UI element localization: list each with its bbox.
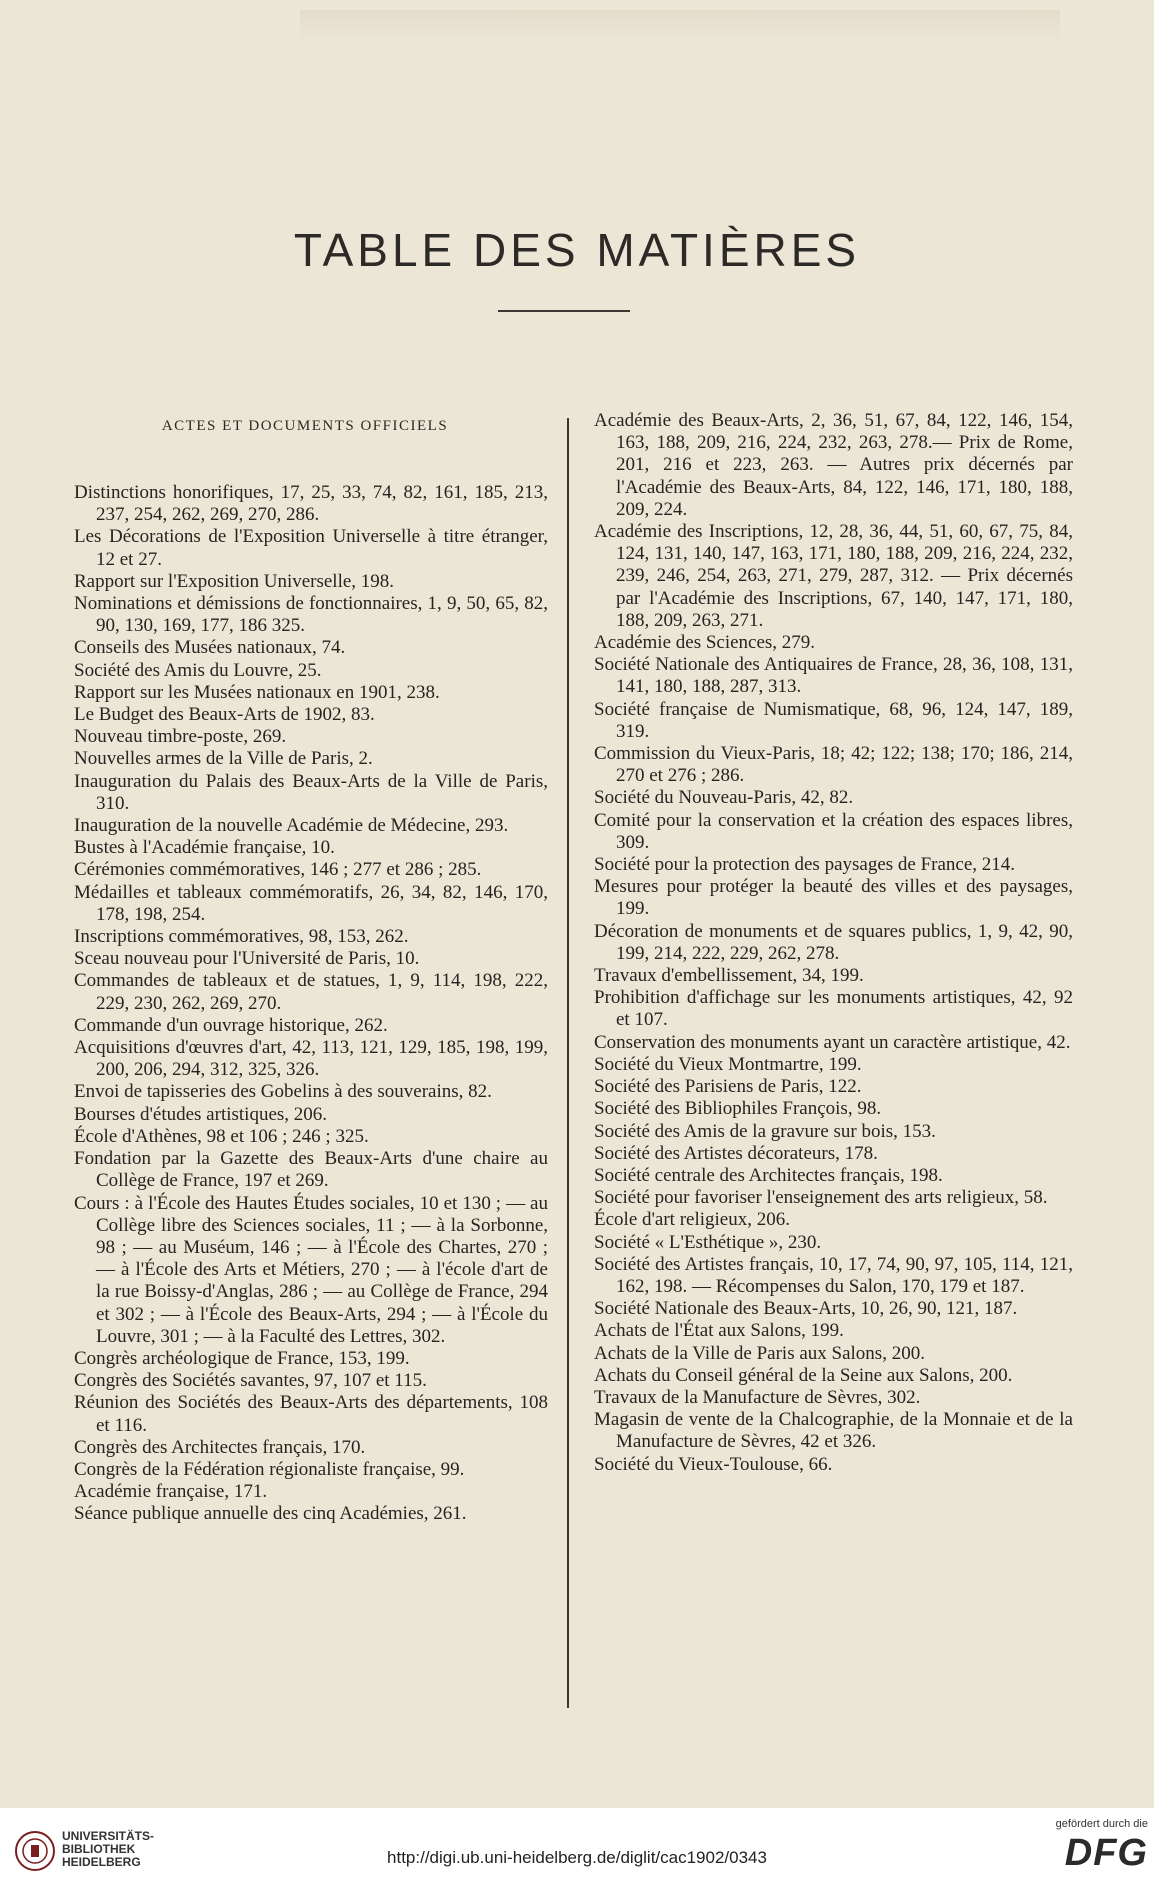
index-entry: Rapport sur l'Exposition Universelle, 198. xyxy=(74,570,395,592)
index-entry: Bustes à l'Académie française, 10. xyxy=(74,837,335,859)
index-entry: Comité pour la conservation et la création des espaces libres, 309. xyxy=(594,809,1073,853)
index-entry: Société pour la protection des paysages de France, 214. xyxy=(594,854,1016,876)
section-heading: ACTES ET DOCUMENTS OFFICIELS xyxy=(161,418,449,434)
footer-bar xyxy=(0,1808,1154,1885)
index-entry: Société du Vieux-Toulouse, 66. xyxy=(594,1453,833,1475)
index-entry: Nouvelles armes de la Ville de Paris, 2. xyxy=(74,748,373,770)
index-entry: Société centrale des Architectes français, 198. xyxy=(594,1164,943,1186)
index-entry: Inauguration du Palais des Beaux-Arts de la Ville de Paris, 310. xyxy=(74,770,548,814)
index-entry: Académie des Beaux-Arts, 2, 36, 51, 67, 84, 122, 146, 154, 163, 188, 209, 216, 224, 232, 263, 278.— Prix de Rome, 201, 216 et 223, 263. — Autres prix décernés par l'Académie des Beaux-Arts, 84, 122, 146, 171, 180, 188, 209, 224. xyxy=(594,410,1073,520)
index-entry: Société « L'Esthétique », 230. xyxy=(594,1231,822,1253)
index-entry: Les Décorations de l'Exposition Universelle à titre étranger, 12 et 27. xyxy=(74,526,548,570)
index-entry: Congrès des Architectes français, 170. xyxy=(74,1436,366,1458)
index-entry: Magasin de vente de la Chalcographie, de la Monnaie et de la Manufacture de Sèvres, 42 et 326. xyxy=(594,1409,1073,1453)
index-entry: Le Budget des Beaux-Arts de 1902, 83. xyxy=(74,704,375,726)
title-rule xyxy=(498,310,630,312)
index-entry: Prohibition d'affichage sur les monuments artistiques, 42, 92 et 107. xyxy=(594,987,1073,1031)
index-entry: Bourses d'études artistiques, 206. xyxy=(74,1103,328,1125)
index-entry: Académie des Inscriptions, 12, 28, 36, 44, 51, 60, 67, 75, 84, 124, 131, 140, 147, 163, 171, 180, 188, 209, 216, 224, 232, 239, 246, 254, 263, 271, 279, 287, 312. — Prix décernés par l'Académie des Inscriptions, 67, 140, 147, 171, 180, 188, 209, 263, 271. xyxy=(594,521,1073,631)
page-title: TABLE DES MATIÈRES xyxy=(293,223,861,276)
index-entry: Société des Amis du Louvre, 25. xyxy=(74,659,322,681)
index-entry: Achats de l'État aux Salons, 199. xyxy=(594,1320,844,1342)
index-entry: Cérémonies commémoratives, 146 ; 277 et 286 ; 285. xyxy=(74,859,482,881)
index-entry: Société des Bibliophiles François, 98. xyxy=(594,1098,882,1120)
index-entry: Commandes de tableaux et de statues, 1, 9, 114, 198, 222, 229, 230, 262, 269, 270. xyxy=(74,970,548,1014)
index-entry: Société du Nouveau-Paris, 42, 82. xyxy=(594,787,854,809)
index-entry: Séance publique annuelle des cinq Académies, 261. xyxy=(74,1503,467,1525)
index-entry: Inscriptions commémoratives, 98, 153, 262. xyxy=(74,926,409,948)
source-url[interactable]: http://digi.ub.uni-heidelberg.de/diglit/cac1902/0343 xyxy=(387,1848,767,1867)
index-entry: Société Nationale des Beaux-Arts, 10, 26, 90, 121, 187. xyxy=(594,1298,1018,1320)
index-entry: Acquisitions d'œuvres d'art, 42, 113, 121, 129, 185, 198, 199, 200, 206, 294, 312, 325, 326. xyxy=(74,1037,548,1081)
index-entry: Achats de la Ville de Paris aux Salons, 200. xyxy=(594,1342,925,1364)
index-entry: École d'art religieux, 206. xyxy=(594,1209,790,1231)
institution-line: HEIDELBERG xyxy=(62,1855,141,1869)
funded-by-label: gefördert durch die xyxy=(1055,1818,1148,1830)
index-entry: Nouveau timbre-poste, 269. xyxy=(74,726,287,748)
index-entry: Commission du Vieux-Paris, 18; 42; 122; 138; 170; 186, 214, 270 et 276 ; 286. xyxy=(594,743,1073,787)
index-entry: Société des Artistes décorateurs, 178. xyxy=(594,1142,878,1164)
index-entry: Société des Artistes français, 10, 17, 74, 90, 97, 105, 114, 121, 162, 198. — Récompenses du Salon, 170, 179 et 187. xyxy=(594,1253,1073,1297)
index-entry: Nominations et démissions de fonctionnaires, 1, 9, 50, 65, 82, 90, 130, 169, 177, 186 325. xyxy=(74,593,548,637)
index-entry: Mesures pour protéger la beauté des villes et des paysages, 199. xyxy=(594,876,1073,920)
index-entry: Société des Amis de la gravure sur bois, 153. xyxy=(594,1120,936,1142)
index-entry: Conseils des Musées nationaux, 74. xyxy=(74,637,346,659)
index-entry: Académie française, 171. xyxy=(74,1481,268,1503)
institution-line: BIBLIOTHEK xyxy=(62,1842,136,1856)
index-entry: Société du Vieux Montmartre, 199. xyxy=(594,1053,862,1075)
index-entry: Conservation des monuments ayant un caractère artistique, 42. xyxy=(594,1031,1071,1053)
index-entry: Académie des Sciences, 279. xyxy=(594,632,816,654)
index-entry: Travaux d'embellissement, 34, 199. xyxy=(594,965,864,987)
left-column xyxy=(74,482,548,1526)
index-entry: Achats du Conseil général de la Seine aux Salons, 200. xyxy=(594,1364,1013,1386)
index-entry: École d'Athènes, 98 et 106 ; 246 ; 325. xyxy=(74,1125,369,1147)
index-entry: Société Nationale des Antiquaires de France, 28, 36, 108, 131, 141, 180, 188, 287, 313. xyxy=(594,654,1073,698)
index-entry: Sceau nouveau pour l'Université de Paris, 10. xyxy=(74,948,420,970)
index-entry: Décoration de monuments et de squares publics, 1, 9, 42, 90, 199, 214, 222, 229, 262, 278. xyxy=(594,920,1073,964)
index-entry: Commande d'un ouvrage historique, 262. xyxy=(74,1014,388,1036)
index-entry: Fondation par la Gazette des Beaux-Arts d'une chaire au Collège de France, 197 et 269. xyxy=(74,1148,548,1192)
bleed-through xyxy=(300,10,1060,40)
index-entry: Travaux de la Manufacture de Sèvres, 302. xyxy=(594,1386,921,1408)
institution-line: UNIVERSITÄTS- xyxy=(62,1829,155,1843)
column-separator xyxy=(567,418,569,1708)
index-entry: Congrès archéologique de France, 153, 199. xyxy=(74,1347,410,1369)
right-column xyxy=(594,410,1073,1476)
index-entry: Congrès des Sociétés savantes, 97, 107 et 115. xyxy=(74,1370,427,1392)
index-entry: Envoi de tapisseries des Gobelins à des souverains, 82. xyxy=(74,1081,492,1103)
index-entry: Société française de Numismatique, 68, 96, 124, 147, 189, 319. xyxy=(594,698,1073,742)
index-entry: Médailles et tableaux commémoratifs, 26, 34, 82, 146, 170, 178, 198, 254. xyxy=(74,881,548,925)
index-entry: Distinctions honorifiques, 17, 25, 33, 74, 82, 161, 185, 213, 237, 254, 262, 269, 270, 286. xyxy=(74,482,548,526)
index-entry: Rapport sur les Musées nationaux en 1901, 238. xyxy=(74,681,440,703)
index-entry: Cours : à l'École des Hautes Études sociales, 10 et 130 ; — au Collège libre des Sciences sociales, 11 ; — à la Sorbonne, 98 ; — au Muséum, 146 ; — à l'École des Chartes, 270 ; — à l'École des Arts et Métiers, 270 ; — à l'école d'art de la rue Boissy-d'Anglas, 286 ; — au Collège de France, 294 et 302 ; — à l'École des Beaux-Arts, 294 ; — à l'École du Louvre, 301 ; — à la Faculté des Lettres, 302. xyxy=(74,1192,548,1347)
index-entry: Congrès de la Fédération régionaliste française, 99. xyxy=(74,1458,465,1480)
index-entry: Inauguration de la nouvelle Académie de Médecine, 293. xyxy=(74,815,509,837)
index-entry: Société des Parisiens de Paris, 122. xyxy=(594,1076,862,1098)
index-entry: Société pour favoriser l'enseignement des arts religieux, 58. xyxy=(594,1187,1048,1209)
dfg-logo: DFG xyxy=(1064,1832,1148,1874)
index-entry: Réunion des Sociétés des Beaux-Arts des départements, 108 et 116. xyxy=(74,1392,548,1436)
